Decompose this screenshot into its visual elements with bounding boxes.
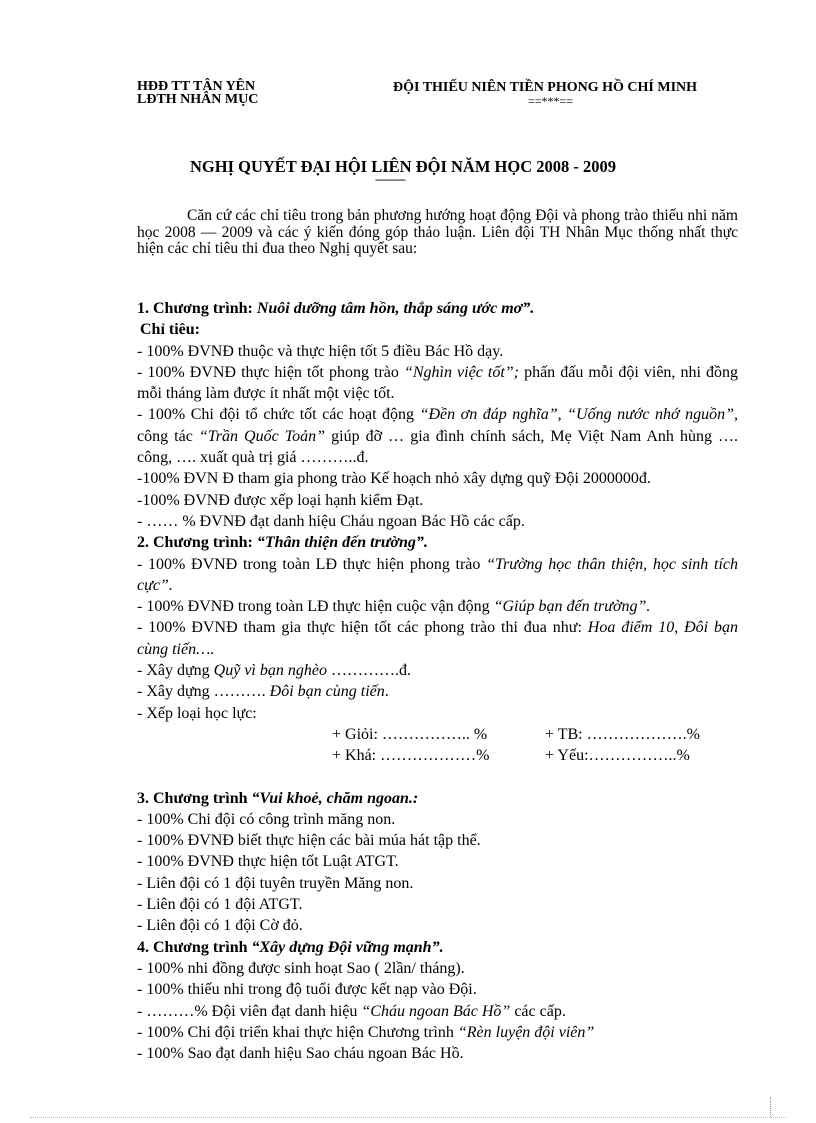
document-title: NGHỊ QUYẾT ĐẠI HỘI LIÊN ĐỘI NĂM HỌC 2008 - 2009	[190, 157, 616, 176]
section-1-heading-label: 1. Chương trình:	[137, 300, 257, 317]
section-2-item-3: - 100% ĐVNĐ tham gia thực hiện tốt các phong trào thi đua như: Hoa điểm 10, Đôi bạn cùng tiến….	[137, 619, 739, 658]
section-1-item-2: - 100% ĐVNĐ thực hiện tốt phong trào “Nghìn việc tốt”; phấn đấu mỗi đội viên, nhi đồng mỗi tháng làm được ít nhất một việc tốt.	[137, 363, 739, 403]
section-1-item-3: - 100% Chi đội tổ chức tốt các hoạt động “Đền ơn đáp nghĩa”, “Uống nước nhớ nguồn”, công tác “Trần Quốc Toản” giúp đỡ … gia đình chính sách, Mẹ Việt Nam Anh hùng …. công, …. xuất quà trị giá ………..đ.	[137, 406, 739, 467]
section-3-item-4: - Liên đội có 1 đội tuyên truyền Măng non.	[137, 874, 414, 892]
section-2-item-5: - Xây dựng ………. Đôi bạn cùng tiến.	[137, 683, 389, 701]
section-1-targets-label: Chỉ tiêu:	[140, 321, 200, 339]
section-3-item-6: - Liên đội có 1 đội Cờ đỏ.	[137, 917, 303, 935]
section-3-item-1: - 100% Chi đội có công trình măng non.	[137, 810, 396, 828]
section-4-item-1: - 100% nhi đồng được sinh hoạt Sao ( 2lần/ tháng).	[137, 959, 465, 977]
header-ornament: ==***==	[528, 94, 574, 108]
section-1-heading	[137, 298, 738, 319]
page-bottom-border	[30, 1117, 786, 1118]
section-4-item-5: - 100% Sao đạt danh hiệu Sao cháu ngoan Bác Hồ.	[137, 1045, 464, 1063]
header-org-line1: HĐĐ TT TÂN YÊN	[137, 79, 256, 94]
section-3-item-2: - 100% ĐVNĐ biết thực hiện các bài múa hát tập thể.	[137, 832, 481, 850]
page-corner-mark	[770, 1097, 772, 1117]
header-org-line2: LĐTH NHÂN MỤC	[137, 92, 259, 107]
grade-good: + Khá: ………………%	[332, 747, 490, 765]
section-1-heading-title: Nuôi dưỡng tâm hồn, thắp sáng ước mơ	[256, 300, 523, 317]
section-1-item-4: -100% ĐVN Đ tham gia phong trào Kế hoạch nhỏ xây dựng quỹ Đội 2000000đ.	[137, 470, 651, 488]
section-2-item-6: - Xếp loại học lực:	[137, 704, 257, 722]
section-2-item-2: - 100% ĐVNĐ trong toàn LĐ thực hiện cuộc vận động “Giúp bạn đến trường”.	[137, 598, 651, 616]
section-4-item-4: - 100% Chi đội triển khai thực hiện Chương trình “Rèn luyện đội viên”	[137, 1023, 595, 1041]
section-1-item-6: - …… % ĐVNĐ đạt danh hiệu Cháu ngoan Bác Hồ các cấp.	[137, 512, 525, 530]
section-3-heading: 3. Chương trình “Vui khoẻ, chăm ngoan.:	[137, 789, 419, 807]
section-3-item-3: - 100% ĐVNĐ thực hiện tốt Luật ATGT.	[137, 853, 399, 871]
grade-average: + TB: ……………….%	[545, 725, 700, 743]
section-2-item-1: - 100% ĐVNĐ trong toàn LĐ thực hiện phong trào “Trường học thân thiện, học sinh tích cực”.	[137, 555, 738, 594]
section-4-heading: 4. Chương trình “Xây dựng Đội vững mạnh”.	[137, 938, 444, 956]
section-1-heading-end: ”.	[522, 300, 535, 317]
grade-excellent: + Giỏi: …………….. %	[332, 725, 488, 743]
intro-paragraph: Căn cứ các chỉ tiêu trong bản phương hướng hoạt động Đội và phong trào thiếu nhi năm học 2008 — 2009 và các ý kiến đóng góp thảo luận. Liên đội TH Nhân Mục thống nhất thực hiện các chỉ tiêu thi đua theo Nghị quyết sau:	[137, 207, 738, 257]
grade-weak: + Yếu:……………..%	[545, 747, 690, 765]
section-2-heading: 2. Chương trình: “Thân thiện đến trường”.	[137, 534, 428, 552]
resolution-body	[137, 298, 738, 1064]
section-1-item-5: -100% ĐVNĐ được xếp loại hạnh kiểm Đạt.	[137, 491, 424, 509]
title-rule: ----------	[375, 172, 405, 186]
section-1-item-1: - 100% ĐVNĐ thuộc và thực hiện tốt 5 điều Bác Hồ dạy.	[137, 342, 504, 360]
section-4-item-2: - 100% thiếu nhi trong độ tuổi được kết nạp vào Đội.	[137, 981, 477, 999]
section-4-item-3: - ………% Đội viên đạt danh hiệu “Cháu ngoan Bác Hồ” các cấp.	[137, 1002, 566, 1020]
grade-row-1	[137, 724, 738, 745]
grade-row-2	[137, 745, 738, 766]
header-right: ĐỘI THIẾU NIÊN TIỀN PHONG HỒ CHÍ MINH	[393, 80, 698, 95]
spacer	[137, 767, 738, 788]
header-left	[137, 80, 258, 106]
section-2-item-4: - Xây dựng Quỹ vì bạn nghèo ………….đ.	[137, 662, 411, 680]
section-3-item-5: - Liên đội có 1 đội ATGT.	[137, 896, 303, 914]
